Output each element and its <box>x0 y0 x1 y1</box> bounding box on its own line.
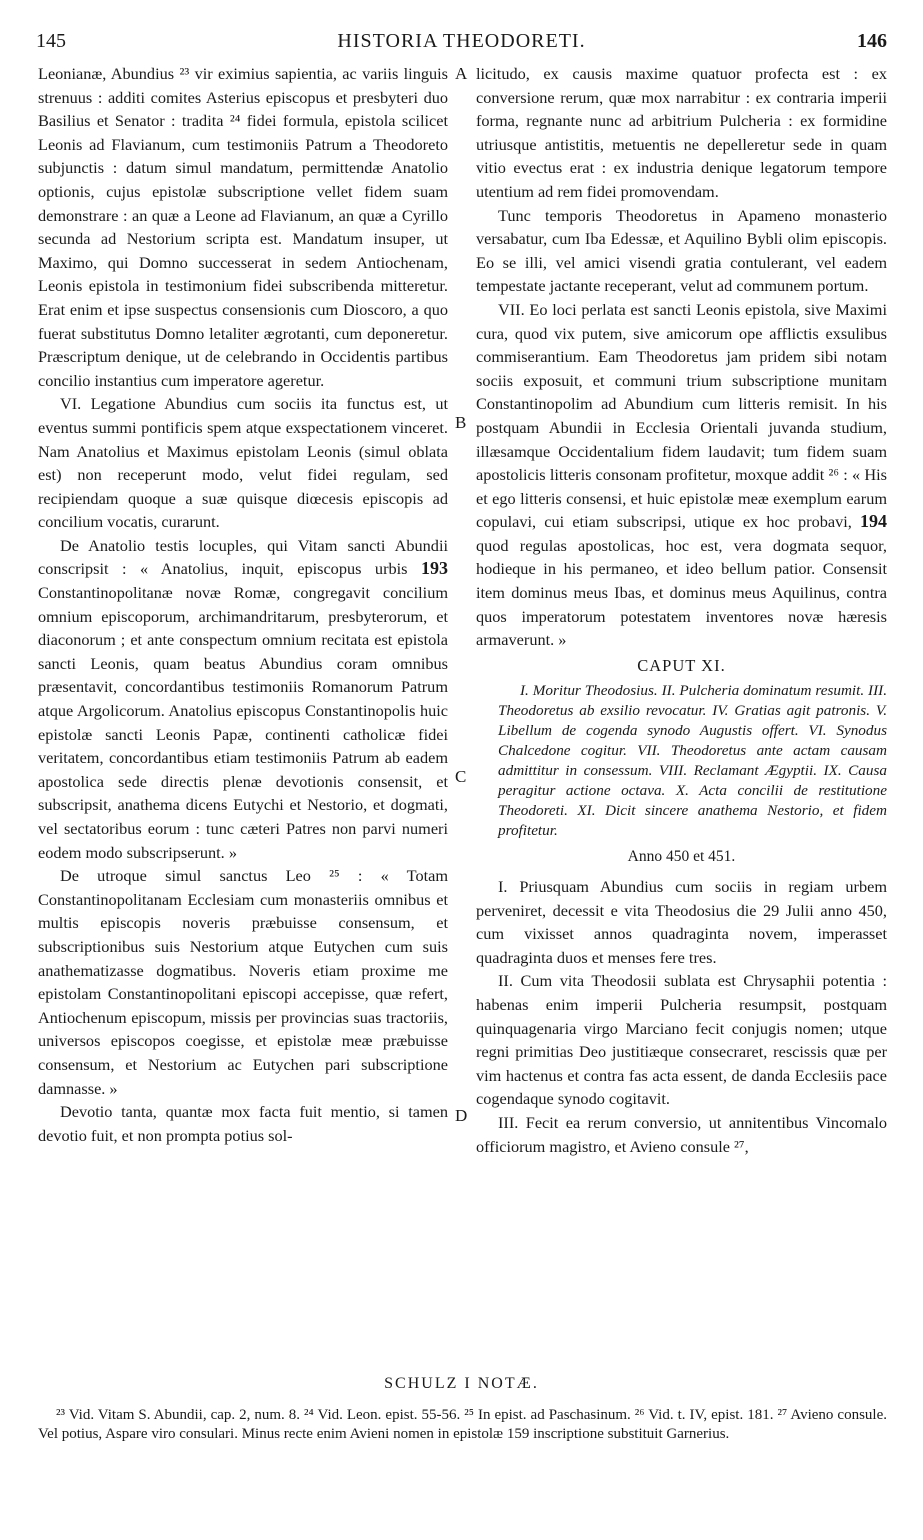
year-heading: Anno 450 et 451. <box>627 848 736 866</box>
paragraph <box>38 534 448 864</box>
page-header <box>36 30 887 60</box>
running-title: HISTORIA THEODORETI. <box>337 30 586 52</box>
text-run: VII. Eo loci perlata est sancti Leonis epistola, sive Maximi cura, quod vix putem, sive amicorum ope afflictis exsulibus commiserantium. Eam Theodoretus jam pridem sibi notam sociis exposuit, et communi trium subscriptione munitam Constantinopolim ad Abundium cum litteris remisit. In his postquam Abundii in Ecclesia Orientali juvanda studium, illæsamque Occidentalium fidem laudavit; tum fidem suam apostolicis litteris consonam profitetur, moxque addit ²⁶ : « His et ego litteris consensi, et huic epistolæ meæ exemplum earum copulavi, cui etiam subscripsi, utique ex hoc probavi, <box>476 299 887 532</box>
footnote-text: ²³ Vid. Vitam S. Abundii, cap. 2, num. 8. ²⁴ Vid. Leon. epist. 55-56. ²⁵ In epist. ad Paschasinum. ²⁶ Vid. t. IV, epist. 181. ²⁷ Avieno consule. Vel potius, Aspare viro consulari. Minus recte enim Avieni nomen in epistolæ 159 inscriptione substituit Garnerius. <box>38 1407 887 1442</box>
right-column <box>476 62 887 1158</box>
inline-page-number: 194 <box>860 511 887 532</box>
margin-marker-c: C <box>455 767 467 786</box>
paragraph: I. Priusquam Abundius cum sociis in regiam urbem perveniret, decessit e vita Theodosius die 29 Julii anno 450, cum vixisset annos quadraginta novem, imperasset quadraginta duos et menses fere tres. <box>476 877 887 967</box>
paragraph: Devotio tanta, quantæ mox facta fuit mentio, si tamen devotio fuit, et non prompta potius sol- <box>38 1102 448 1145</box>
paragraph: De utroque simul sanctus Leo ²⁵ : « Totam Constantinopolitanam Ecclesiam cum monasteriis omnibus et multis episcopis noveris præbuisse consensum, et subscriptionibus suis Nestorium atque Eutychen cum suis anathematizasse dogmatibus. Noveris etiam proxime me epistolam Constantinopolitani episcopi accepisse, quæ refert, Antiochenum episcopum, missis per provincias suas tractoriis, universos episcopos coegisse, et epistolæ meæ præbuisse consensum, et Nestorium ac Eutychen pari subscriptione damnasse. » <box>38 866 448 1098</box>
paragraph: III. Fecit ea rerum conversio, ut annitentibus Vincomalo officiorum magistro, et Avieno consule ²⁷, <box>476 1112 887 1156</box>
paragraph: II. Cum vita Theodosii sublata est Chrysaphii potentia : habenas enim imperii Pulcheria resumpsit, postquam quinquagenaria virgo Marciano fecit conjugis nomen; utque regni primitias Deo justitiæque consecraret, rescissis quæ per vim hactenus et contra fas acta essent, de danda Ecclesiis pace cogendaque synodo cogitavit. <box>476 971 887 1109</box>
text-run: Constantinopolitanæ novæ Romæ, congregavit concilium omnium episcoporum, archimandritarum, presbyterorum, et diaconorum ; et ante conspectum omnium recitata est epistola sancti Leonis, quam beatus Abundius coram omnibus præsentavit, concordantibus testimoniis Romanorum Patrum atque Argolicorum. Anatolius episcopus Constantinopolis huic epistolæ sancti Leonis Papæ, continenti catholicæ fidei veritatem, concordantibus etiam testimoniis Patrum ab eadem apostolica sede directis plenæ devotionis consensit, et subscripsit, anathema dicens Eutychi et Nestorio, et dogmati, vel sectatoribus eorum : tunc cæteri Patres non parvi numeri eodem modo subscripserunt. » <box>38 583 448 862</box>
text-run: De Anatolio testis locuples, qui Vitam sancti Abundii conscripsit : « Anatolius, inquit, episcopus urbis <box>38 535 448 579</box>
paragraph: Leonianæ, Abundius ²³ vir eximius sapientia, ac variis linguis strenuus : additi comites Asterius episcopus et presbyteri duo Basilius et Senator : tradita ²⁴ fidei formula, epistola scilicet Leonis ad Flavianum, cum testimoniis Patrum a Theodoreto subjunctis : datum simul mandatum, permittendæ Anatolio optionis, cujus epistolæ subscriptione vellet fidem suam demonstrare : an quæ a Leone ad Flavianum, an quæ a Cyrillo secunda ad Nestorium scripta est. Mandatum insuper, ut Maximo, qui Domno successerat in sedem Antiochenam, Leonis epistola in testimonium fidei subscribenda mitteretur. Erat enim et ipse suspectus consensionis cum Dioscoro, a quo fuerat substitutus Domno letaliter ægrotanti, cum deponeretur. Præscriptum denique, ut de celebrando in Occidentis partibus concilio instantius cum imperatore ageretur. <box>38 64 448 390</box>
paragraph: Tunc temporis Theodoretus in Apameno monasterio versabatur, cum Iba Edessæ, et Aquilino Bybli olim episcopis. Eo se illi, vel amici visendi gratia contulerant, vel eadem tempestate jactante receperant, velut ad communem portum. <box>476 205 887 296</box>
notes-title: SCHULZ I NOTÆ. <box>384 1375 539 1392</box>
margin-marker-d: D <box>455 1106 468 1125</box>
paragraph: licitudo, ex causis maxime quatuor profecta est : ex conversione rerum, quæ mox narrabitur : ex contraria imperii forma, regnante nunc ad arbitrium Pulcheria : ex formidine utriusque antistitis, metuentis ne depelleretur sede in quam vitio evectus erat : ex industria denique legatorum tempore utentium ad rem fidei promovendam. <box>476 64 887 201</box>
paragraph <box>476 298 887 652</box>
margin-marker-a: A <box>455 64 468 83</box>
text-run: quod regulas apostolicas, hoc est, vera dogmata sequor, hodieque in his permaneo, et ideo bellum patior. Consensit item dominus meus Ibas, et dominus meus Aquilinus, contra quos imperatorum potestatem inventores novæ hæresis armaverunt. » <box>476 535 887 650</box>
inline-page-number: 193 <box>421 558 448 579</box>
paragraph: VI. Legatione Abundius cum sociis ita functus est, ut eventus summi pontificis spem atque exspectationem vinceret. Nam Anatolius et Maximus epistolam Leonis (simul oblata est) non receperunt modo, velut fidei regulam, sed recipiendam quoque a suæ quisque diœcesis episcopis ad concilium vocatis, curarunt. <box>38 394 448 532</box>
margin-marker-b: B <box>455 413 467 432</box>
chapter-summary: I. Moritur Theodosius. II. Pulcheria dominatum resumit. III. Theodoretus ab exsilio revocatur. IV. Gratias agit patronis. V. Libellum de cogenda synodo Augustis offert. VI. Synodus Chalcedone cogitur. VII. Theodoretus ante actam causam admittitur in consessum. VIII. Reclamant Ægyptii. IX. Causa peragitur actione octava. X. Acta concilii de restitutione Theodoreti. XI. Dicit sincere anathema Nestorio, et fidem profitetur. <box>498 682 887 840</box>
left-page-number: 145 <box>36 30 66 52</box>
chapter-heading: CAPUT XI. <box>637 655 726 675</box>
left-column <box>38 62 448 1147</box>
right-page-number: 146 <box>857 30 887 52</box>
footnotes <box>38 1406 887 1444</box>
